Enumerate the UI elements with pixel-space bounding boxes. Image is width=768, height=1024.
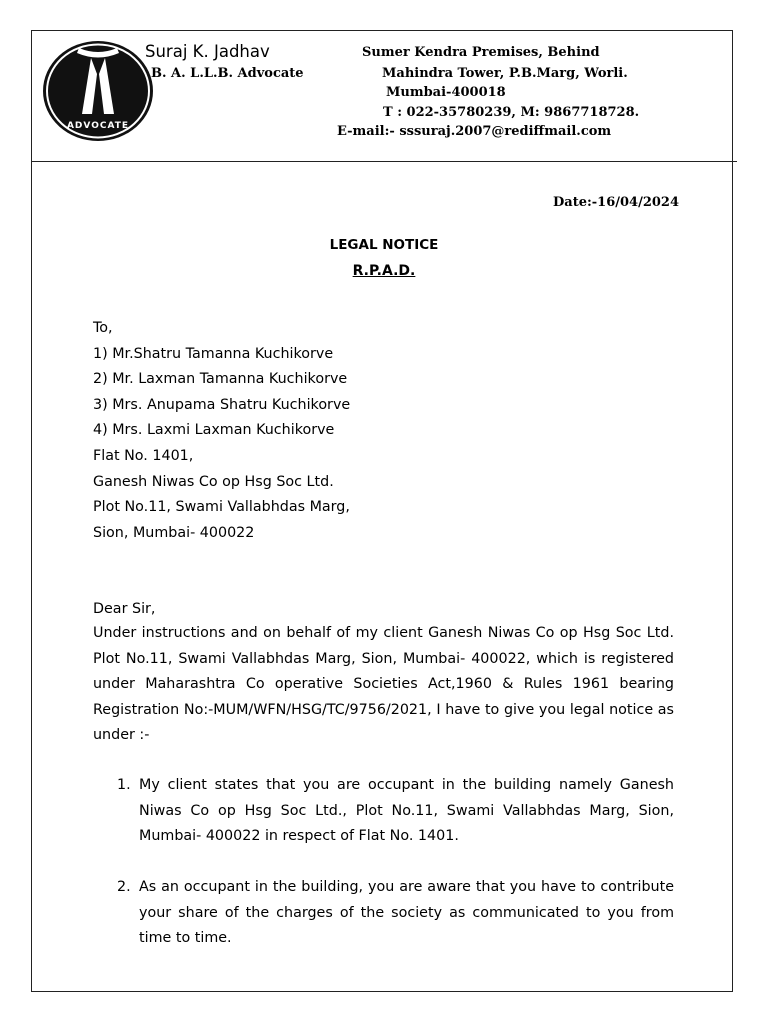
address-line-2: Mahindra Tower, P.B.Marg, Worli. — [382, 66, 628, 81]
recipient-block — [93, 316, 350, 546]
recipient-line: Flat No. 1401, — [93, 447, 194, 464]
point-number: 1. — [117, 777, 131, 793]
recipient-line: 3) Mrs. Anupama Shatru Kuchikorve — [93, 396, 351, 413]
notice-title: LEGAL NOTICE — [329, 237, 439, 253]
recipient-line: To, — [93, 320, 113, 336]
recipient-line: Sion, Mumbai- 400022 — [93, 524, 255, 541]
recipient-line: Plot No.11, Swami Vallabhdas Marg, — [93, 499, 350, 516]
numbered-point — [93, 875, 674, 952]
notice-subtitle: R.P.A.D. — [352, 263, 416, 279]
point-text: My client states that you are occupant in the building namely Ganesh Niwas Co op Hsg Soc Ltd., Plot No.11, Swami Vallabhdas Marg, Sion, Mumbai- 400022 in respect of Flat No. 1401. — [139, 777, 674, 845]
email-line: E-mail:- sssuraj.2007@rediffmail.com — [337, 124, 612, 139]
address-line-1: Sumer Kendra Premises, Behind — [362, 45, 600, 60]
phone-line: T : 022-35780239, M: 9867718728. — [383, 105, 640, 120]
advocate-logo-icon — [41, 40, 157, 144]
advocate-qualification: B. A. L.L.B. Advocate — [151, 66, 304, 81]
point-number: 2. — [117, 879, 131, 895]
address-line-3: Mumbai-400018 — [386, 85, 506, 100]
notice-date: Date:-16/04/2024 — [553, 195, 680, 210]
numbered-point — [93, 773, 674, 850]
intro-paragraph: Under instructions and on behalf of my client Ganesh Niwas Co op Hsg Soc Ltd. Plot No.11, Swami Vallabhdas Marg, Sion, Mumbai- 400022, which is registered under Maharashtra Co operative Societies Act,1960 & Rules 1961 bearing Registration No:-MUM/WFN/HSG/TC/9756/2021, I have to give you legal notice as under :- — [93, 625, 674, 744]
recipient-line: 1) Mr.Shatru Tamanna Kuchikorve — [93, 345, 334, 362]
advocate-name: Suraj K. Jadhav — [145, 42, 270, 61]
recipient-line: Ganesh Niwas Co op Hsg Soc Ltd. — [93, 473, 334, 490]
recipient-line: 4) Mrs. Laxmi Laxman Kuchikorve — [93, 422, 335, 439]
header-divider — [31, 161, 737, 162]
salutation: Dear Sir, — [93, 601, 156, 617]
recipient-line: 2) Mr. Laxman Tamanna Kuchikorve — [93, 371, 348, 388]
point-text: As an occupant in the building, you are aware that you have to contribute your share of the charges of the society as communicated to you from time to time. — [139, 879, 674, 947]
logo-text: ADVOCATE — [66, 121, 130, 131]
